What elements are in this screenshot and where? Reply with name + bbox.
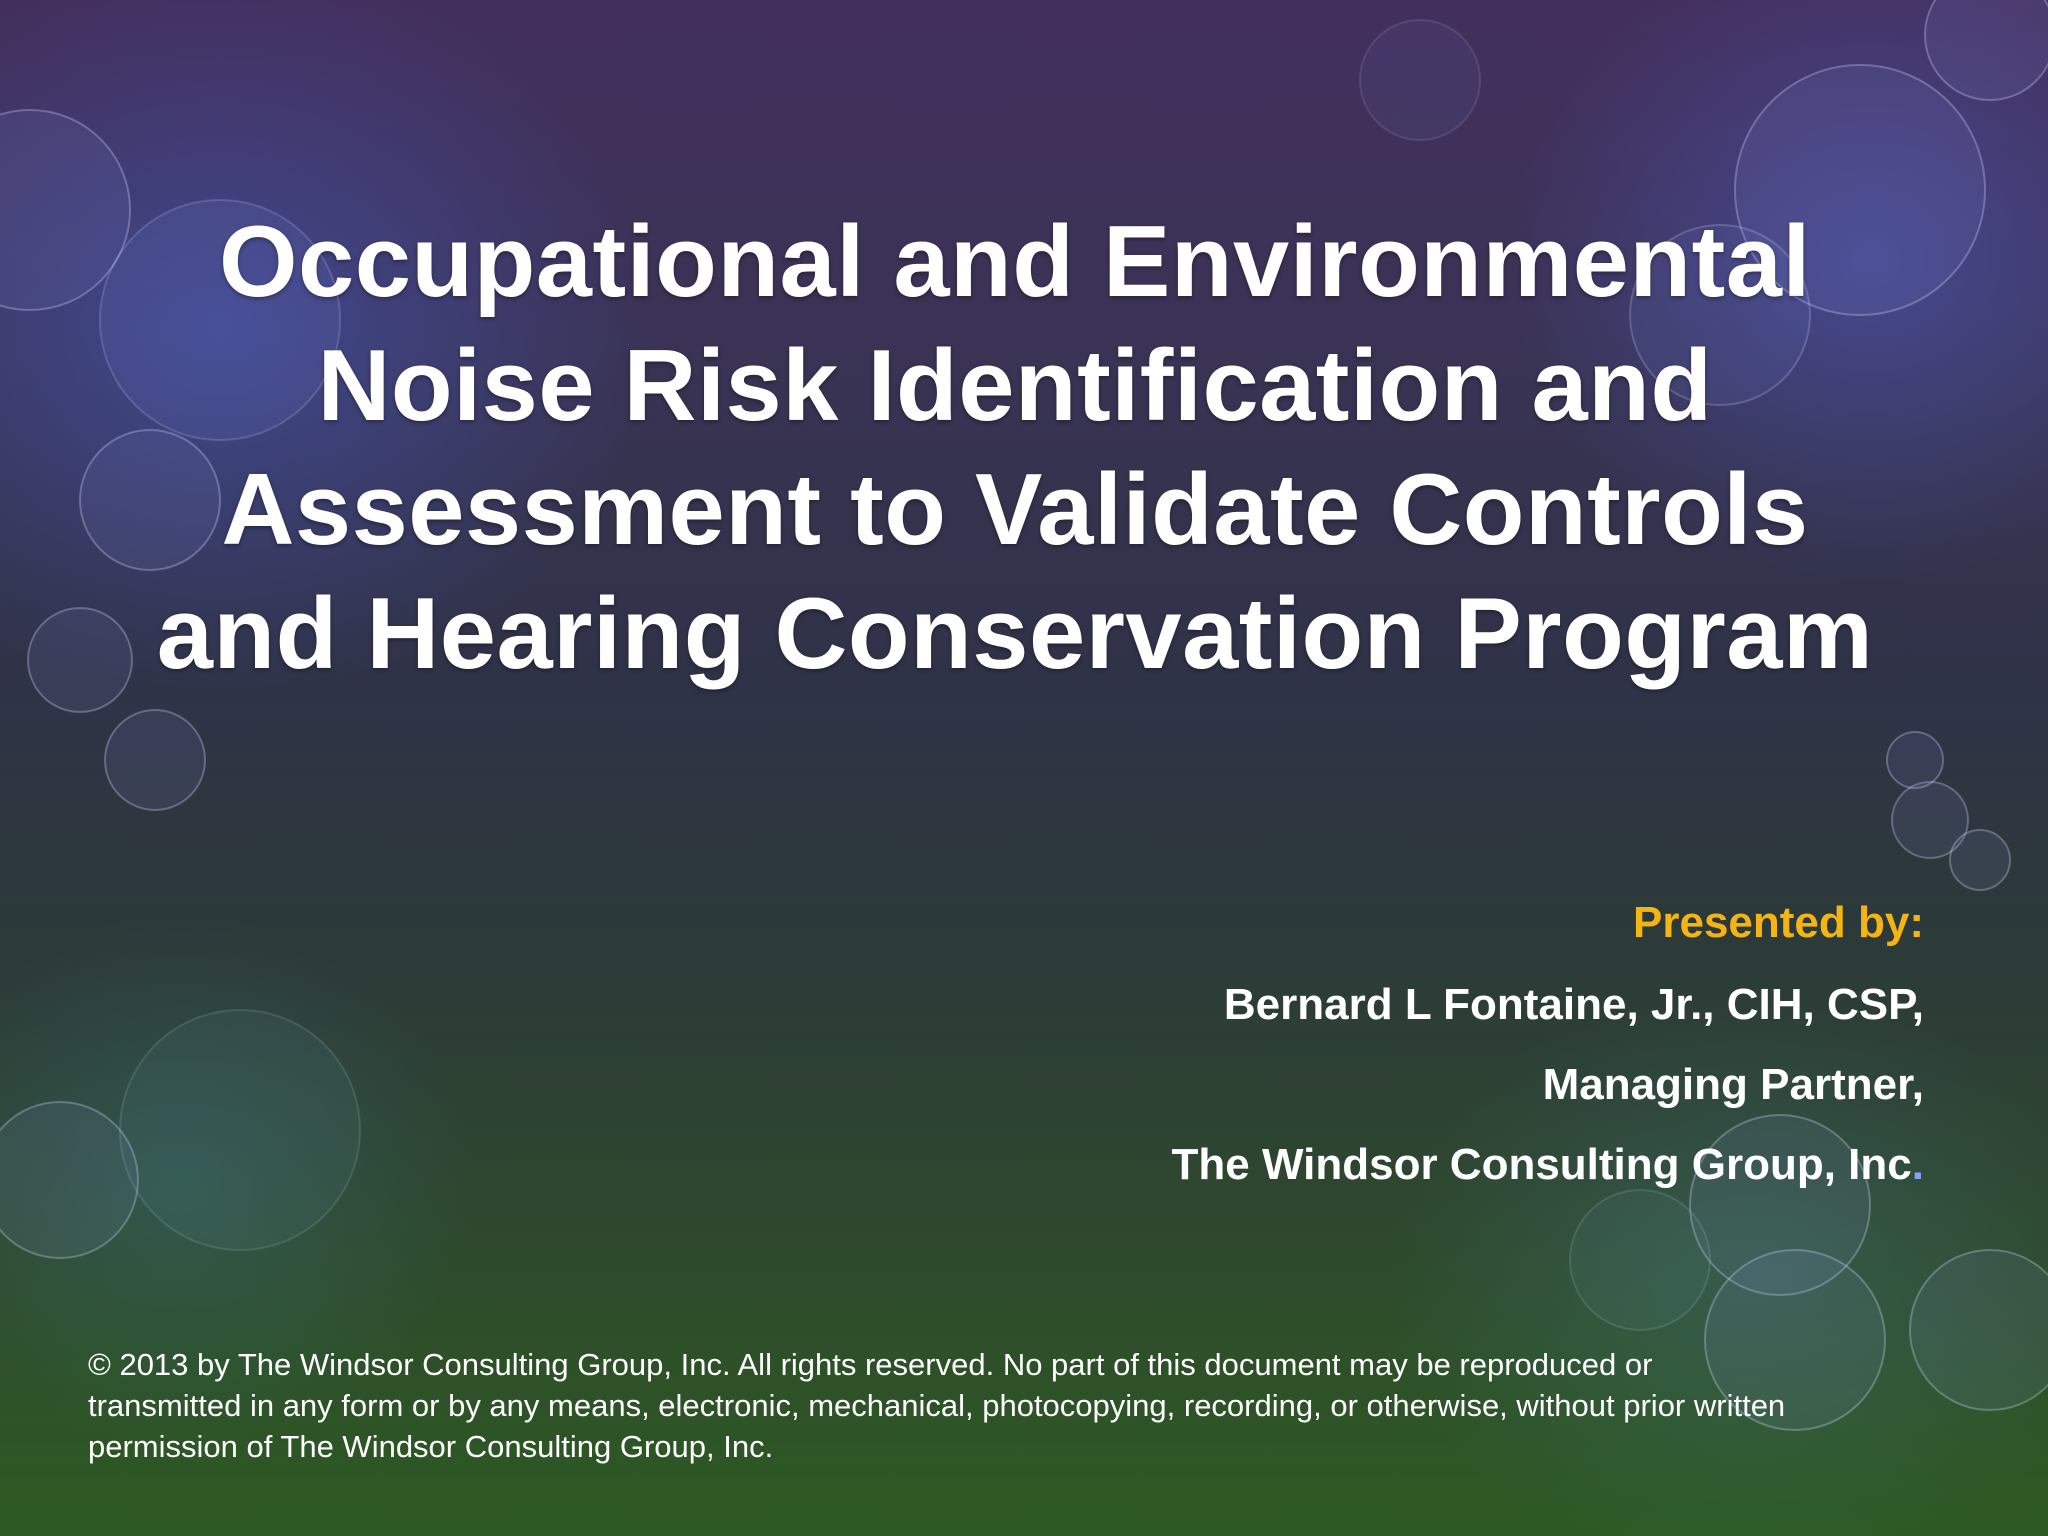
slide-title	[110, 200, 1920, 696]
presenter-role: Managing Partner,	[1542, 1060, 1924, 1109]
presenter-name: Bernard L Fontaine, Jr., CIH, CSP,	[1223, 980, 1924, 1029]
presenter-company-period: .	[1911, 1140, 1924, 1189]
copyright-line-1: © 2013 by The Windsor Consulting Group, Inc. All rights reserved. No part of this document may be reproduced or	[88, 1347, 1653, 1382]
copyright-line-2: transmitted in any form or by any means, electronic, mechanical, photocopying, recording, or otherwise, without prior written	[88, 1388, 1786, 1423]
title-line-1: Occupational and Environmental	[219, 206, 1811, 318]
presenter-company: The Windsor Consulting Group, Inc	[1171, 1140, 1912, 1189]
title-line-4: and Hearing Conservation Program	[156, 578, 1874, 690]
title-line-2: Noise Risk Identification and	[317, 330, 1713, 442]
presenter-company-line	[724, 1135, 1924, 1195]
presenter-block	[724, 893, 1924, 1215]
title-line-3: Assessment to Validate Controls	[221, 454, 1809, 566]
presented-by-label: Presented by:	[1633, 898, 1924, 947]
copyright-notice	[88, 1344, 1988, 1467]
copyright-line-3: permission of The Windsor Consulting Group, Inc.	[88, 1429, 774, 1464]
